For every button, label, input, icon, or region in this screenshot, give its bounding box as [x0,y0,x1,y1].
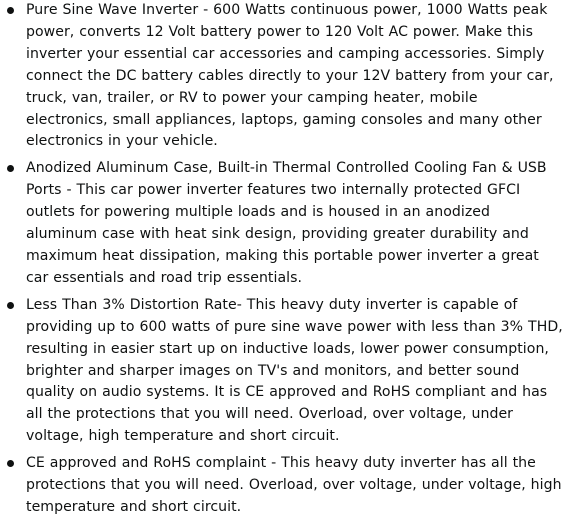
feature-bullet-pure-sine-wave [0,0,572,153]
bullet-icon [7,302,14,309]
bullet-icon [7,165,14,172]
bullet-icon [7,460,14,467]
bullet-icon [7,7,14,14]
feature-bullet-distortion-rate [0,295,572,448]
feature-text: Less Than 3% Distortion Rate- This heavy duty inverter is capable of providing up to 600 watts of pure sine wave power with less than 3% THD, resulting in easier start up on inductive loads, lower power consumption, brighter and sharper images on TV's and monitors, and better sound quality on audio systems. It is CE approved and RoHS compliant and has all the protections that you will need. Overload, over voltage, under voltage, high temperature and short circuit. [26,296,563,445]
feature-text: Anodized Aluminum Case, Built-in Thermal Controlled Cooling Fan & USB Ports - This car power inverter features two internally protected GFCI outlets for powering multiple loads and is housed in an anodized aluminum case with heat sink design, providing greater durability and maximum heat dissipation, making this portable power inverter a great car essentials and road trip essentials. [26,160,547,286]
feature-bullet-aluminum-case [0,158,572,289]
feature-bullet-ce-rohs [0,453,572,519]
feature-text: Pure Sine Wave Inverter - 600 Watts continuous power, 1000 Watts peak power, converts 12 Volt battery power to 120 Volt AC power. Make this inverter your essential car accessories and camping accessories. Simply connect the DC battery cables directly to your 12V battery from your car, truck, van, trailer, or RV to power your camping heater, mobile electronics, small appliances, laptops, gaming consoles and many other electronics in your vehicle. [26,2,554,150]
feature-text: CE approved and RoHS complaint - This heavy duty inverter has all the protections that you will need. Overload, over voltage, under voltage, high temperature and short circuit. [26,455,562,515]
